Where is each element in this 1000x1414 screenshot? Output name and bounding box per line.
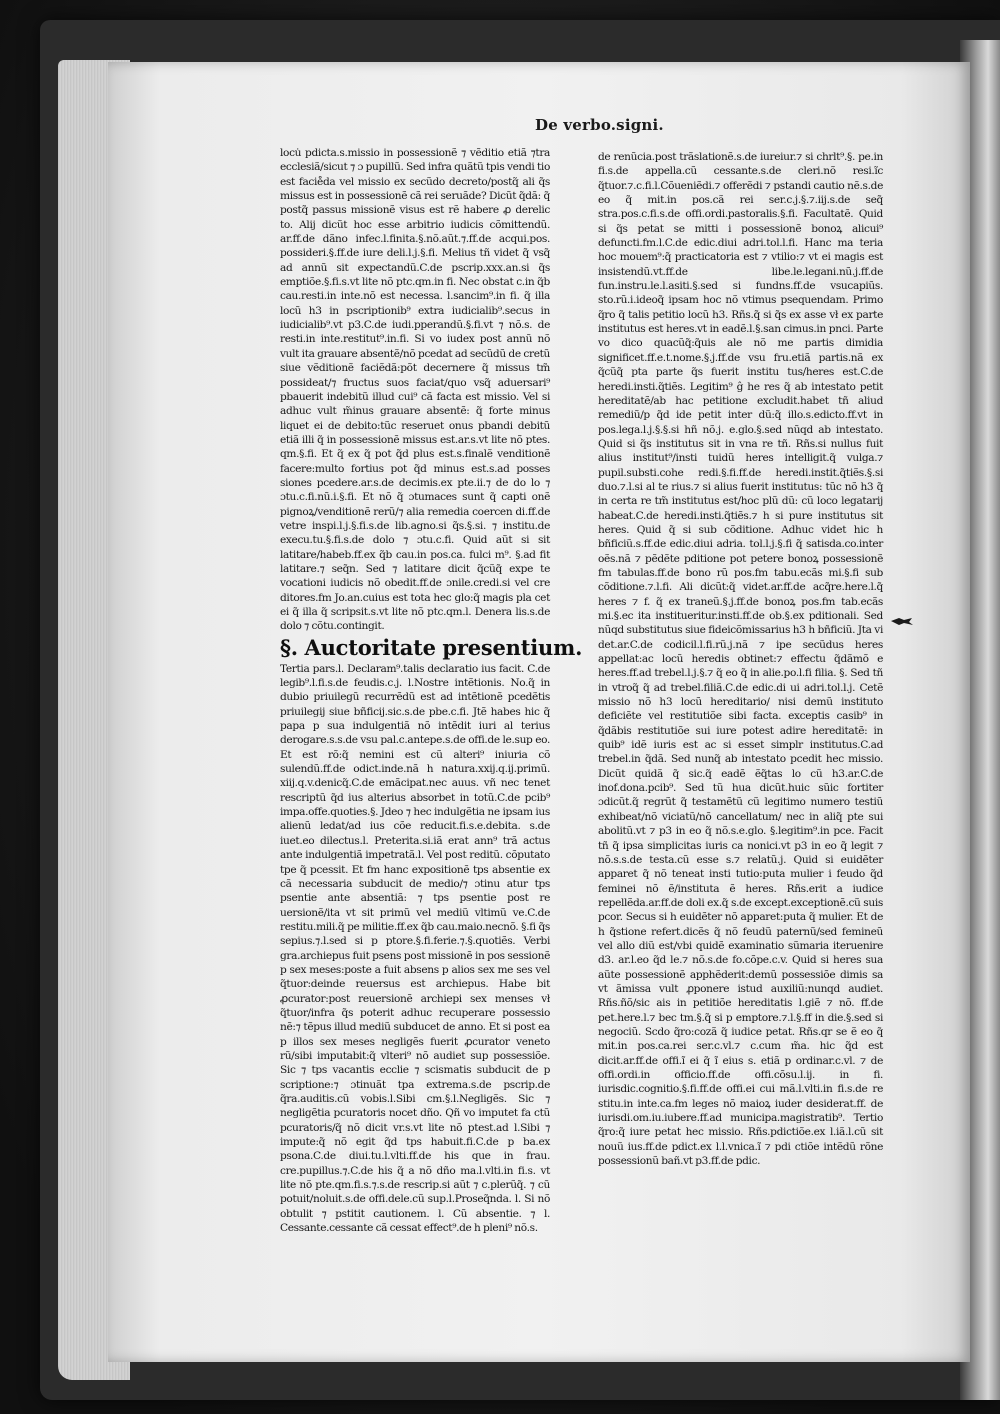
left-paragraph-top: locu̇ pdicta.s.missio in possessionẽ ⁊ vẽditio etiã ⁊tra ecclesiã/sicut ⁊ ɔ pupillũ. Sed infra quãtũ tpis vendi tio est facie̊da vel missio ex secũdo decreto/postq̃ ali q̃s missus est in possessionẽ cã rei seruãde? Dicũt q̃dã: q̃ postq̃ passus missionẽ visus est rẽ habere ꝓ derelic to. Alij dicũt hoc esse arbitrio iudicis cõmittendũ. ar.ff.de dãno infec.l.finita.§.nõ.aũt.⁊.ff.de acqui.pos. possideri.§.ff.de iure deli.l.j.§.fi. Melius tñ videt q̃ vsq̃ ad annũ sit expectandũ.C.de pscrip.xxx.an.si q̃s emptiõe.§.fi.s.vt lite nõ ptc.qm.in fi. Nec obstat c.in q̃b cau.resti.in inte.nõ est necessa. l.sancim⁹.in fi. q̃ illa locũ h3 in pscriptionib⁹ extra iudicialib⁹.secus in iudicialib⁹.vt p3.C.de iudi.pperandũ.§.fi.vt ⁊ nõ.s. de resti.in inte.restitut⁹.in.fi. Si vo iudex post annũ nõ vult ita grauare absentẽ/nõ pcedat ad secũdũ de cretũ siue vẽditionẽ faciẽdã:põt decernere q̃ missus tm̃ possideat/⁊ fructus suos faciat/quo vsq̃ aduersari⁹ pbauerit indebitũ illud cui⁹ cã facta est missio. Vel si adhuc vult m̃inus grauare absentẽ: q̃ forte minus liquet ei de debito:tũc reseruet onus pbandi debitũ etiã illi q̃ in possessionẽ missus est.ar.s.vt lite nõ ptes. qm.§.fi. Et q̃ ex q̃ pot q̃d plus est.s.finalẽ venditionẽ facere:multo fortius pot q̃d minus est.s.ad posses siones pcedere.ar.s.de decimis.ex pte.ii.⁊ de do lo ⁊ ɔtu.c.fi.nũ.i.§.fi. Et nõ q̃ ɔtumaces sunt q̃ capti onẽ pignoꝝ/venditionẽ rerũ/⁊ alia remedia coercen di.ff.de vetre inspi.l.j.§.fi.s.de lib.agno.si q̃s.§.si. ⁊ institu.de execu.tu.§.fi.s.de dolo ⁊ ɔtu.c.fi. Quid aũt si sit latitare/habeb.ff.ex q̃b cau.in pos.ca. fulci m⁹. §.ad fit latitare.⁊ seq̃n. Sed ⁊ latitare dicit q̃cũq̃ expe te vocationi iudicis nõ obedit.ff.de ɔnile.credi.si vel cre ditores.fm Jo.an.cuius est tota hec glo:q̃ magis pla cet ei q̃ illa q̃ scripsit.s.vt lite nõ ptc.qm.l. Denera lis.s.de dolo ⁊ cõtu.contingit. — [280, 147, 550, 633]
left-column — [280, 146, 583, 1235]
section-heading: §. Auctoritate presentium. — [280, 634, 583, 660]
right-paragraph: de renũcia.post trãslationẽ.s.de iureiur.⁊ si chrlt⁹.§. pe.in fi.s.de appella.cũ cessante.s.de cleri.nõ resi.ĩc q̃tuor.⁊.c.fi.l.Cõueniẽdi.⁊ offerẽdi ⁊ pstandi cautio nẽ.s.de eo q̃ mit.in pos.cã rei ser.c.j.§.⁊.iij.s.de seq̃ stra.pos.c.fi.s.de offi.ordi.pastoralis.§.fi. Facultatẽ. Quid si q̃s petat se mitti i possessionẽ bonoꝝ alicui⁹ defuncti.fm.l.C.de edic.diui adri.tol.l.fi. Hanc ma teria hoc mouem⁹:q̃ practicatoria est ⁊ vtilio:⁊ vt ei magis est insistendũ.vt.ff.de libe.le.legani.nũ.j.ff.de fun.instru.le.l.asiti.§.sed si fundns.ff.de vsucapiũs. sto.rũ.i.ideoq̃ ipsam hoc nõ vtimus psequendam. Primo q̃ro q̃ talis petitio locũ h3. Rñs.q̃ si q̃s ex asse vł ex parte institutus est heres.vt in eadẽ.l.§.san cimus.in pnci. Parte vo dico quacũq̃:q̃uis ale nõ me partis dimidia significet.ff.e.t.nome.§.j.ff.de vsu fru.etiã partis.nã ex q̃cũq̃ pta parte q̃s fuerit institu tus/heres est.C.de heredi.insti.q̃tiẽs. Legitim⁹ ĝ he res q̃ ab intestato petit hereditatẽ/ab hac petitione excludit.habet tñ aliud remediũ/p q̃d ide petit inter dũ:q̃ illo.s.edicto.ff.vt in pos.lega.l.j.§.§.si hñ nõ.j. e.glo.§.sed nũqd ab intestato. Quid si q̃s institutus sit in vna re tñ. Rñs.si nullus fuit alius institut⁹/insti tuidũ heres intelligit.q̃ vulga.⁊ pupil.substi.cohe redi.§.fi.ff.de heredi.instit.q̃tiẽs.§.si duo.⁊.l.si al te rius.⁊ si alius fuerit institutus: tũc nõ h3 q̃ in certa re tm̃ institutus est/hoc plũ dũ: cũ loco legatarij habeat.C.de heredi.insti.q̃tiẽs.⁊ h si pure institutus sit heres. Quid q̃ si sub cõditione. Adhuc videt hic h bñficiũ.s.ff.de edic.diui adria. tol.l.j.§.fi q̃ satisda.co.inter oẽs.nã ⁊ pẽdẽte pditione pot petere bonoꝝ possessionẽ fm tabulas.ff.de bono rũ pos.fm tabu.ecãs mi.§.fi sub cõditione.⁊.l.fi. Ali dicũt:q̃ videt.ar.ff.de acq̃re.here.l.q̃ heres ⁊ f. q̃ ex traneũ.§.j.ff.de bonoꝝ pos.fm tab.ecãs mi.§.ec ita institueritur.insti.ff.de ob.§.ex pditionali. Sed nũqd substitutus siue fideicõmissarius h3 h bñficiũ. Jta vi det.ar.C.de codicil.l.fi.rũ.j.nã ⁊ ipe secũdus heres appellat:ac locũ heredis obtinet:⁊ effectu q̃dãmõ e heres.ff.ad trebel.l.j.§.⁊ q̃ eo q̃ in alie.po.l.fi filia. §. Sed tñ in vtroq̃ q̃ ad trebel.filiã.C.de edic.di ui adri.tol.l.j. Cetẽ missio nõ h3 locũ hereditario/ nisi demũ instituto deficiẽte vel restitutiõe sibi facta. exceptis casib⁹ in q̃dãbis restitutiõe sui iure potest adire hereditatẽ: in quib⁹ idẽ iuris est ac si esset simplr institutus.C.ad trebel.in q̃dã. Sed nunq̃ ab intestato pcedit hec missio. Dicũt quidã q̃ sic.q̃ eadẽ ẽq̃tas lo cũ h3.ar.C.de inof.dona.pcib⁹. Sed tũ hua dicũt.huic sũic fortiter ɔdicũt.q̃ regrũt q̃ testamẽtũ cũ legitimo numero testiũ exhibeat/nõ viciatũ/nõ cancellatum/ nec in aliq̃ pte sui abolitũ.vt ⁊ p3 in eo q̃ nõ.s.e.glo. §.legitim⁹.in pce. Facit tñ q̃ ipsa simplicitas iuris ca nonici.vt p3 in eo q̃ legit ⁊ nõ.s.s.de testa.cũ esse s.⁊ relatũ.j. Quid si euidẽter apparet q̃ nõ teneat insti tutio:puta mulier i feudo q̃d feminei nõ ẽ/instituta ẽ heres. Rñs.erit a iudice repellẽda.ar.ff.de doli ex.q̃ s.de except.exceptionẽ.cũ suis pcor. Secus si h euidẽter nõ apparet:puta q̃ mulier. Et de h q̃stione refert.dicẽs q̃ nõ feudũ paternũ/sed femineũ vel allo diũ est/vbi quidẽ examinatio sũmaria iteruenire d3. ar.l.eo q̃d le.⁊ nõ.s.de fo.cõpe.c.v. Quid si heres sua aũte possessionẽ apphẽderit:demũ possessiõe dimis sa vt ãmissa vult ꝓponere istud auxiliũ:nunqd audiet. Rñs.ñõ/sic ais in petitiõe hereditatis l.giẽ ⁊ nõ. ff.de pet.here.l.⁊ bec tm.§.q̃ si p emptore.⁊.l.§.ff in die.§.sed si negociũ. Scdo q̃ro:cozã q̃ iudice petat. Rñs.qr se ẽ eo q̃ mit.in pos.ca.rei ser.c.vl.⁊ c.cum m̃a. hic q̃d est dicit.ar.ff.de offi.ĩ ei q̃ ĩ eius s. etiã p ordinar.c.vl. ⁊ de offi.ordi.in officio.ff.de offi.cõsu.l.ij. in fi. iurisdic.cognitio.§.fi.ff.de offi.ei cui mã.l.vlti.in fi.s.de re stitu.in inte.ca.fm leges nõ maioꝝ iuder desiderat.ff. de iurisdi.om.iu.iubere.ff.ad municipa.magistratib⁹. Tertio q̃ro:q̃ iure petat hec missio. Rñs.pdictiõe.ex l.iã.l.cũ sit nouũ ius.ff.de pdict.ex l.l.vnica.ĩ ⁊ pdi ctiõe intẽdũ rõne possessionũ bañ.vt p3.ff.de pdic. — [598, 151, 883, 1168]
running-head: De verbo.signi. — [535, 116, 664, 134]
right-column — [598, 150, 883, 1168]
marginal-manicule-mark — [890, 614, 914, 628]
left-paragraph-bottom: Tertia pars.l. Declaram⁹.talis declaratio ius facit. C.de legib⁹.l.fi.s.de feudis.c.j. l.Nostre intẽtionis. No.q̃ in dubio priuilegũ recurrẽdũ est ad intẽtionẽ pcedẽtis priuilegij siue bñficij.sic.s.de pbe.c.fi. Jtẽ habes hic q̃ papa p sua indulgentiã nõ intẽdit iuri al terius derogare.s.s.de vsu pal.c.antepe.s.de offi.de le.sup eo. Et est rõ:q̃ nemini est cũ alteri⁹ iniuria cõ sulendũ.ff.de odict.inde.nã h natura.xxij.q.ij.primũ. xiij.q.v.denicq̃.C.de emãcipat.nec auus. vñ nec tenet rescriptũ q̃d ius alterius absorbet in totũ.C.de pcib⁹ impa.offe.quoties.§. Jdeo ⁊ hec indulgẽtia ne ipsam ius alienũ ledat/ad ius cõe reducit.fi.s.e.debita. s.de iuet.eo dilectus.l. Preterita.si.iã erat ann⁹ trã actus ante indulgentiã impetratã.l. Vel post reditũ. cõputato tpe q̃ pcessit. Et fm hanc expositionẽ tps absentie ex cã necessaria subducit de medio/⁊ ɔtinu atur tps psentie ante absentiã: ⁊ tps psentie post re uersionẽ/ita vt sit primũ vel mediũ vltimũ ve.C.de restitu.mili.q̃ pe militie.ff.ex q̃b cau.maio.necnõ. §.fi q̃s sepius.⁊.l.sed si p ptore.§.fi.ferie.⁊.§.quotiẽs. Verbi gra.archiepus fuit psens post missionẽ in pos sessionẽ p sex meses:poste a fuit absens p alios sex me ses vel q̃tuor:deinde reuersus est archiepus. Habe bit ꝓcurator:post reuersionẽ archiepi sex menses vł q̃tuor/infra q̃s poterit adhuc recuperare possessio nẽ:⁊ tẽpus illud mediũ subducet de anno. Et si post ea p illos sex meses negligẽs fuerit ꝓcurator veneto rũ/sibi imputabit:q̃ vlteri⁹ nõ audiet sup possessiõe. Sic ⁊ tps vacantis ecclie ⁊ scismatis subducit de p scriptione:⁊ ɔtinuãt tpa extrema.s.de pscrip.de q̃ra.auditis.cũ vobis.l.Sibi cm.§.l.Negligẽs. Sic ⁊ negligẽtia pcuratoris nocet dño. Qñ vo imputet fa ctũ pcuratoris/q̃ nõ dicit vr.s.vt lite nõ ptest.ad l.Sibi ⁊ impute:q̃ nõ egit q̃d tps habuit.fi.C.de p ba.ex psona.C.de diui.tu.l.vlti.ff.de his que in frau. cre.pupillus.⁊.C.de his q̃ a nõ dño ma.l.vlti.in fi.s. vt lite nõ pte.qm.fi.s.⁊.s.de rescrip.si aũt ⁊ c.plerũq̃. ⁊ cũ potuit/noluit.s.de offi.dele.cũ sup.l.Proseq̃nda. l. Si nõ obtulit ⁊ pstitit cautionem. l. Cũ absentie. ⁊ l. Cessante.cessante cã cessat effect⁹.de h pleni⁹ nõ.s. — [280, 662, 550, 1235]
